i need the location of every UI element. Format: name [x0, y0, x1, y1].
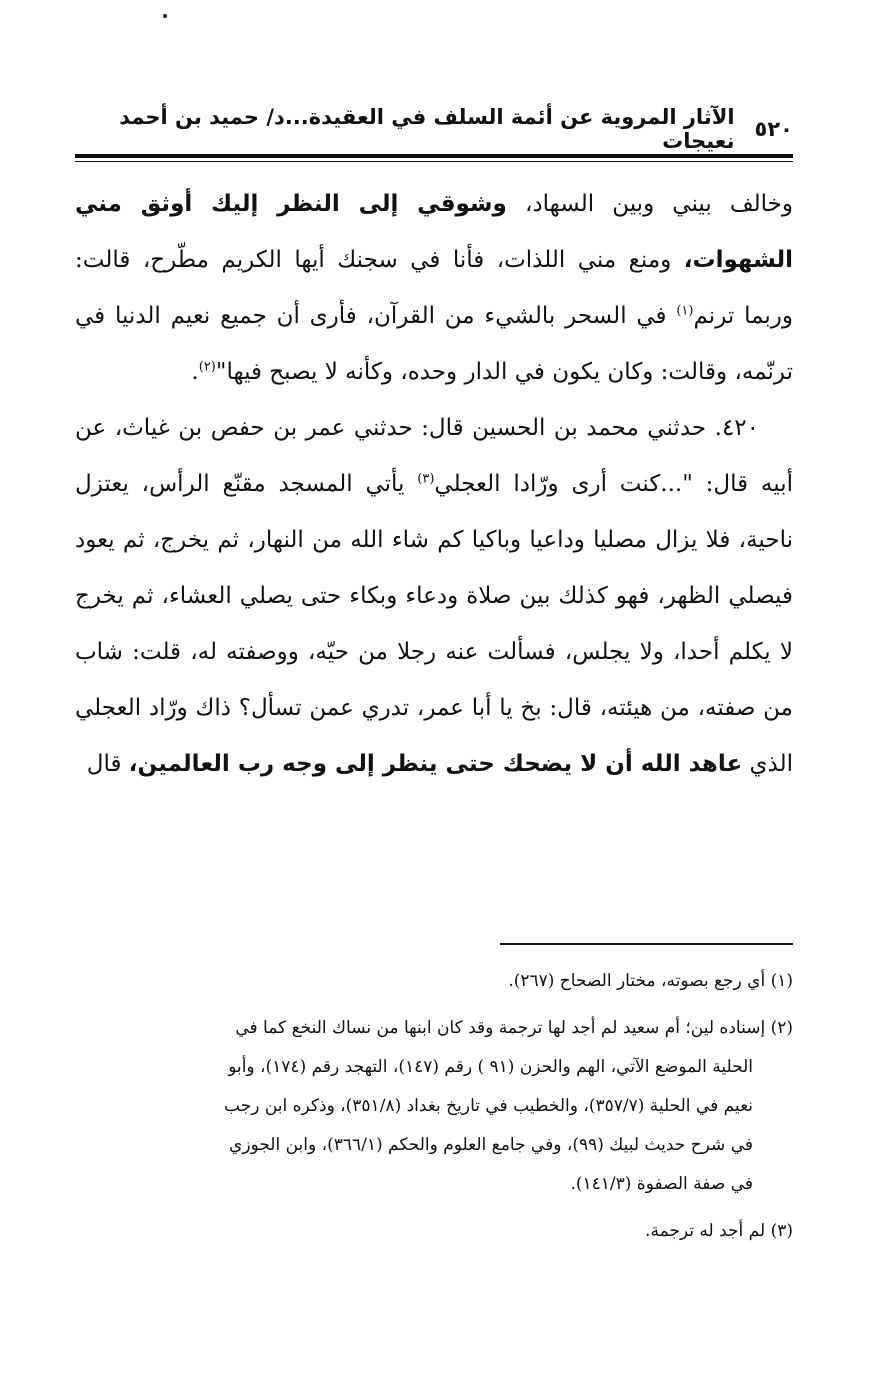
footnote-line: في صفة الصفوة (١٤١/٣). — [570, 1174, 753, 1194]
text-segment: في السحر بالشيء من القرآن، فأرى أن جميع نعيم الدنيا في ترنّمه، وقالت: وكان يكون في الدار وحده، وكأنه لا يصبح فيها" — [75, 303, 793, 385]
text-segment: ٤٢٠. حدثني محمد بن الحسين قال: حدثني عمر بن حفص بن غياث، عن أبيه قال: "...كنت أرى ورّادا العجلي — [75, 415, 793, 497]
paragraph-1 — [75, 176, 793, 400]
footnote-line: (٣) لم أجد له ترجمة. — [645, 1221, 793, 1241]
footnote-marker-1[interactable]: (١) — [676, 303, 694, 319]
running-header — [75, 105, 793, 153]
footnote-1 — [75, 962, 793, 1001]
footnote-line: الحلية الموضع الآتي، الهم والحزن (٩١ ) رقم (١٤٧)، التهجد رقم (١٧٤)، وأبو — [228, 1057, 753, 1077]
page-number: ٥٢٠ — [754, 117, 793, 141]
footnotes — [75, 962, 793, 1259]
text-segment: يأتي المسجد مقنّع الرأس، يعتزل ناحية، فلا يزال مصليا وداعيا وباكيا كم شاء الله من النهار، ثم يخرج، ثم يعود فيصلي الظهر، فهو كذلك بين صلاة ودعاء وبكاء حتى يصلي العشاء، ثم يخرج لا يكلم أحدا، ولا يجلس، فسألت عنه رجلا من حيّه، ووصفته له، قلت: شاب من صفته، من هيئته، قال: بخ يا أبا عمر، تدري عمن تسأل؟ ذاك ورّاد العجلي الذي — [75, 471, 793, 777]
footnote-line: نعيم في الحلية (٣٥٧/٧)، والخطيب في تاريخ بغداد (٣٥١/٨)، وذكره ابن رجب — [224, 1096, 753, 1116]
footnote-2 — [75, 1009, 793, 1204]
running-title: الآثار المروية عن أئمة السلف في العقيدة...د/ حميد بن أحمد نعيجات — [119, 105, 735, 153]
footnote-marker-3[interactable]: (٣) — [417, 471, 435, 487]
header-rule-thick — [75, 154, 793, 158]
text-segment: قال — [86, 751, 129, 777]
bold-phrase: عاهد الله أن لا يضحك حتى ينظر إلى وجه رب العالمين، — [128, 751, 743, 777]
footnote-line: في شرح حديث لبيك (٩٩)، وفي جامع العلوم والحكم (٣٦٦/١)، وابن الجوزي — [229, 1135, 753, 1155]
footnote-line: (١) أي رجع بصوته، مختار الصحاح (٢٦٧). — [508, 971, 793, 991]
footnote-marker-2[interactable]: (٢) — [198, 359, 216, 375]
paragraph-2 — [75, 400, 793, 792]
footnote-3 — [75, 1212, 793, 1251]
page-speck — [163, 14, 167, 18]
footnote-separator — [500, 943, 793, 945]
bold-phrase: وشوقي إلى النظر إليك أوثق مني الشهوات، — [75, 191, 793, 273]
main-text — [75, 176, 793, 792]
footnote-line: (٢) إسناده لين؛ أم سعيد لم أجد لها ترجمة وقد كان ابنها من نساك النخع كما في — [235, 1018, 793, 1038]
text-segment: . — [191, 359, 199, 385]
text-segment: ومنع مني اللذات، فأنا في سجنك أيها الكريم مطّرح، قالت: وربما ترنم — [75, 247, 793, 329]
text-segment: وخالف بيني وبين السهاد، — [506, 191, 793, 217]
header-rule-thin — [75, 161, 793, 162]
